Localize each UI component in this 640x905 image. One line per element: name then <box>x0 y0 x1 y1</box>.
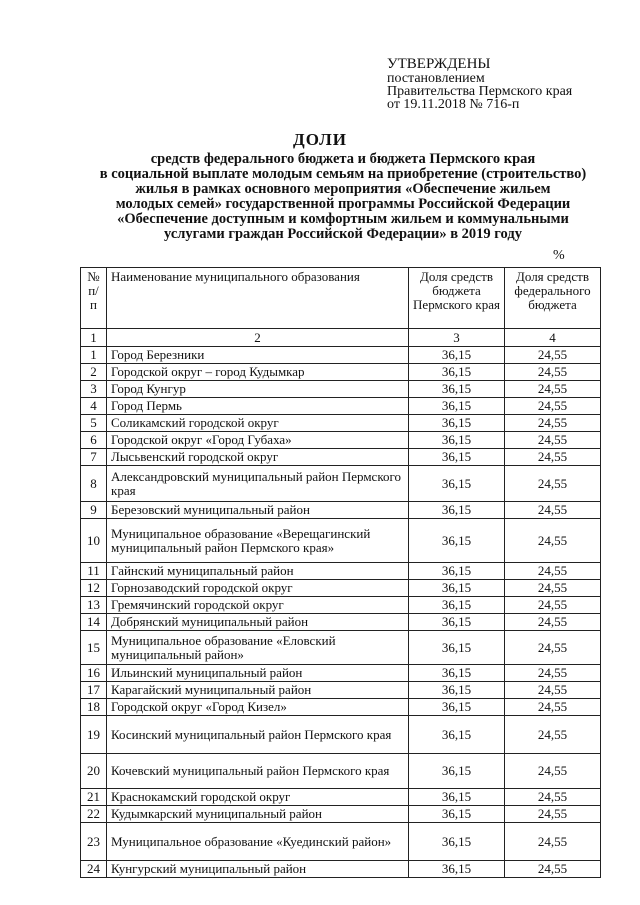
municipality-name: Кудымкарский муниципальный район <box>107 806 409 823</box>
approval-line: постановлением <box>387 71 485 86</box>
regional-share: 36,15 <box>409 563 505 580</box>
row-number: 21 <box>81 789 107 806</box>
table-row <box>81 665 601 682</box>
column-index-row <box>81 329 601 347</box>
unit-label: % <box>553 248 565 263</box>
approval-heading: УТВЕРЖДЕНЫ <box>387 56 491 72</box>
table-row <box>81 563 601 580</box>
row-number: 1 <box>81 347 107 364</box>
subtitle-line: «Обеспечение доступным и комфортным жильем и коммунальными <box>117 211 569 227</box>
column-index: 1 <box>81 329 107 347</box>
municipality-name: Муниципальное образование «Еловский муниципальный район» <box>107 631 409 665</box>
municipality-name: Кунгурский муниципальный район <box>107 861 409 878</box>
federal-share: 24,55 <box>505 432 601 449</box>
federal-share: 24,55 <box>505 789 601 806</box>
municipality-name: Городской округ «Город Кизел» <box>107 699 409 716</box>
row-number: 4 <box>81 398 107 415</box>
subtitle-line: жилья в рамках основного мероприятия «Обеспечение жильем <box>135 181 551 197</box>
table-row <box>81 631 601 665</box>
row-number: 8 <box>81 466 107 502</box>
row-number: 19 <box>81 716 107 754</box>
municipality-name: Муниципальное образование «Куединский район» <box>107 823 409 861</box>
regional-share: 36,15 <box>409 449 505 466</box>
row-number: 7 <box>81 449 107 466</box>
document-subtitle <box>78 152 608 242</box>
municipality-name: Муниципальное образование «Верещагинский муниципальный район Пермского края» <box>107 519 409 563</box>
row-number: 5 <box>81 415 107 432</box>
approval-date: от 19.11.2018 № 716-п <box>387 97 520 112</box>
row-number: 24 <box>81 861 107 878</box>
federal-share: 24,55 <box>505 665 601 682</box>
row-number: 2 <box>81 364 107 381</box>
federal-share: 24,55 <box>505 519 601 563</box>
regional-share: 36,15 <box>409 614 505 631</box>
row-number: 11 <box>81 563 107 580</box>
table-row <box>81 716 601 754</box>
municipality-name: Лысьвенский городской округ <box>107 449 409 466</box>
approval-stamp <box>387 56 627 111</box>
table-row <box>81 381 601 398</box>
regional-share: 36,15 <box>409 398 505 415</box>
table-row <box>81 754 601 789</box>
row-number: 10 <box>81 519 107 563</box>
regional-share: 36,15 <box>409 861 505 878</box>
table-row <box>81 580 601 597</box>
regional-share: 36,15 <box>409 631 505 665</box>
table-row <box>81 597 601 614</box>
municipality-name: Город Пермь <box>107 398 409 415</box>
regional-share: 36,15 <box>409 415 505 432</box>
municipality-name: Гремячинский городской округ <box>107 597 409 614</box>
table-row <box>81 398 601 415</box>
row-number: 12 <box>81 580 107 597</box>
table-row <box>81 519 601 563</box>
row-number: 22 <box>81 806 107 823</box>
header-federal: Доля средств федерального бюджета <box>505 268 601 329</box>
federal-share: 24,55 <box>505 415 601 432</box>
regional-share: 36,15 <box>409 364 505 381</box>
municipality-name: Ильинский муниципальный район <box>107 665 409 682</box>
federal-share: 24,55 <box>505 466 601 502</box>
column-index: 2 <box>107 329 409 347</box>
regional-share: 36,15 <box>409 466 505 502</box>
subtitle-line: в социальной выплате молодым семьям на приобретение (строительство) <box>99 166 587 182</box>
federal-share: 24,55 <box>505 682 601 699</box>
federal-share: 24,55 <box>505 823 601 861</box>
table-row <box>81 789 601 806</box>
federal-share: 24,55 <box>505 364 601 381</box>
municipality-name: Город Кунгур <box>107 381 409 398</box>
subtitle-line: молодых семей» государственной программы Российской Федерации <box>115 196 571 212</box>
document-title: ДОЛИ <box>293 130 347 149</box>
federal-share: 24,55 <box>505 861 601 878</box>
regional-share: 36,15 <box>409 502 505 519</box>
municipality-name: Добрянский муниципальный район <box>107 614 409 631</box>
column-index: 4 <box>505 329 601 347</box>
row-number: 17 <box>81 682 107 699</box>
federal-share: 24,55 <box>505 631 601 665</box>
federal-share: 24,55 <box>505 580 601 597</box>
header-num: № п/п <box>81 268 107 329</box>
municipality-name: Александровский муниципальный район Пермского края <box>107 466 409 502</box>
regional-share: 36,15 <box>409 716 505 754</box>
municipality-name: Городской округ «Город Губаха» <box>107 432 409 449</box>
regional-share: 36,15 <box>409 665 505 682</box>
regional-share: 36,15 <box>409 754 505 789</box>
regional-share: 36,15 <box>409 597 505 614</box>
row-number: 20 <box>81 754 107 789</box>
table-row <box>81 682 601 699</box>
regional-share: 36,15 <box>409 699 505 716</box>
municipality-name: Городской округ – город Кудымкар <box>107 364 409 381</box>
table-row <box>81 347 601 364</box>
municipality-name: Горнозаводский городской округ <box>107 580 409 597</box>
table-row <box>81 502 601 519</box>
table-row <box>81 432 601 449</box>
table-row <box>81 614 601 631</box>
municipality-name: Гайнский муниципальный район <box>107 563 409 580</box>
municipality-name: Карагайский муниципальный район <box>107 682 409 699</box>
header-regional: Доля средств бюджета Пермского края <box>409 268 505 329</box>
regional-share: 36,15 <box>409 789 505 806</box>
federal-share: 24,55 <box>505 716 601 754</box>
table-row <box>81 861 601 878</box>
subtitle-line: услугами граждан Российской Федерации» в 2019 году <box>164 226 522 242</box>
table-row <box>81 466 601 502</box>
federal-share: 24,55 <box>505 614 601 631</box>
regional-share: 36,15 <box>409 381 505 398</box>
federal-share: 24,55 <box>505 398 601 415</box>
federal-share: 24,55 <box>505 597 601 614</box>
municipality-name: Город Березники <box>107 347 409 364</box>
row-number: 13 <box>81 597 107 614</box>
regional-share: 36,15 <box>409 519 505 563</box>
federal-share: 24,55 <box>505 347 601 364</box>
federal-share: 24,55 <box>505 754 601 789</box>
municipality-name: Березовский муниципальный район <box>107 502 409 519</box>
federal-share: 24,55 <box>505 806 601 823</box>
municipality-name: Соликамский городской округ <box>107 415 409 432</box>
row-number: 16 <box>81 665 107 682</box>
shares-table <box>80 267 601 878</box>
subtitle-line: средств федерального бюджета и бюджета Пермского края <box>150 151 536 167</box>
federal-share: 24,55 <box>505 563 601 580</box>
federal-share: 24,55 <box>505 449 601 466</box>
municipality-name: Краснокамский городской округ <box>107 789 409 806</box>
column-index: 3 <box>409 329 505 347</box>
regional-share: 36,15 <box>409 823 505 861</box>
table-row <box>81 806 601 823</box>
header-name: Наименование муниципального образования <box>107 268 409 329</box>
regional-share: 36,15 <box>409 806 505 823</box>
federal-share: 24,55 <box>505 699 601 716</box>
row-number: 3 <box>81 381 107 398</box>
municipality-name: Косинский муниципальный район Пермского края <box>107 716 409 754</box>
federal-share: 24,55 <box>505 502 601 519</box>
federal-share: 24,55 <box>505 381 601 398</box>
table-header-row <box>81 268 601 329</box>
regional-share: 36,15 <box>409 580 505 597</box>
table-row <box>81 449 601 466</box>
table-row <box>81 823 601 861</box>
row-number: 15 <box>81 631 107 665</box>
approval-line: Правительства Пермского края <box>387 84 573 99</box>
regional-share: 36,15 <box>409 347 505 364</box>
table-row <box>81 415 601 432</box>
row-number: 14 <box>81 614 107 631</box>
table-row <box>81 699 601 716</box>
row-number: 6 <box>81 432 107 449</box>
row-number: 23 <box>81 823 107 861</box>
regional-share: 36,15 <box>409 682 505 699</box>
row-number: 18 <box>81 699 107 716</box>
municipality-name: Кочевский муниципальный район Пермского края <box>107 754 409 789</box>
row-number: 9 <box>81 502 107 519</box>
regional-share: 36,15 <box>409 432 505 449</box>
table-row <box>81 364 601 381</box>
